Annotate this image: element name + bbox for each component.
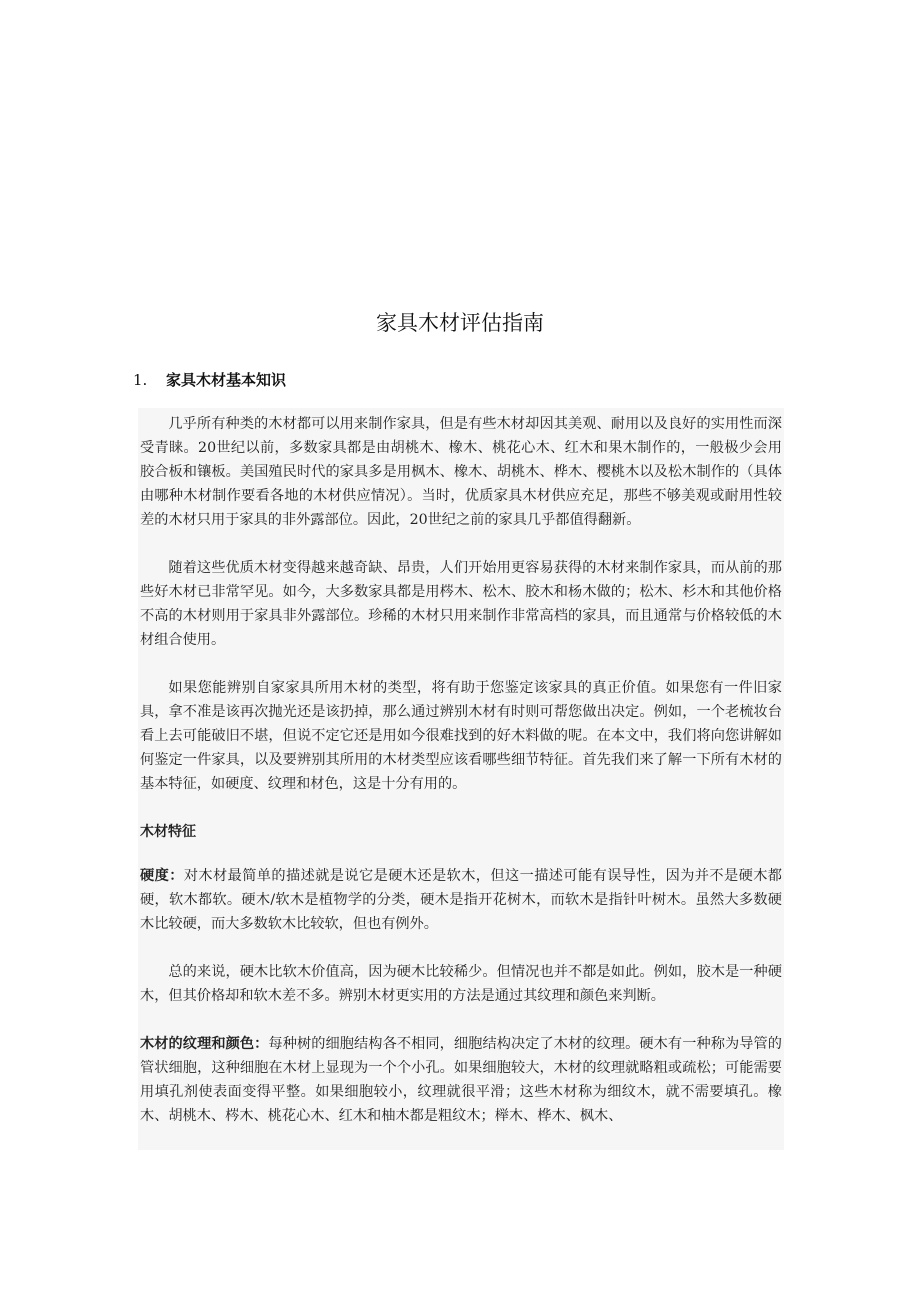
hardness-text: 对木材最简单的描述就是说它是硬木还是软木，但这一描述可能有误导性，因为并不是硬木都硬，软木都软。硬木/软木是植物学的分类，硬木是指开花树木，而软木是指针叶树木。虽然大多数硬木比较硬，而大多数软木比较软，但也有例外。 <box>140 868 782 932</box>
grain-text: 每种树的细胞结构各不相同，细胞结构决定了木材的纹理。硬木有一种称为导管的管状细胞，这种细胞在木材上显现为一个个小孔。如果细胞较大，木材的纹理就略粗或疏松；可能需要用填孔剂使表面变得平整。如果细胞较小，纹理就很平滑；这些木材称为细纹木，就不需要填孔。橡木、胡桃木、梣木、桃花心木、红木和柚木都是粗纹木；榉木、桦木、枫木、 <box>140 1036 782 1124</box>
article-body <box>138 408 784 1150</box>
paragraph-summary: 总的来说，硬木比软木价值高，因为硬木比较稀少。但情况也并不都是如此。例如，胶木是一种硬木，但其价格却和软木差不多。辨别木材更实用的方法是通过其纹理和颜色来判断。 <box>140 964 782 1004</box>
section-heading <box>133 369 286 391</box>
page-title: 家具木材评估指南 <box>376 311 544 335</box>
hardness-label: 硬度： <box>140 868 184 884</box>
paragraph-grain-color <box>140 1032 782 1128</box>
subheading-wood-features: 木材特征 <box>140 824 196 840</box>
paragraph-intro: 几乎所有种类的木材都可以用来制作家具，但是有些木材却因其美观、耐用以及良好的实用性而深受青睐。20世纪以前，多数家具都是由胡桃木、橡木、桃花心木、红木和果木制作的，一般极少会用胶合板和镶板。美国殖民时代的家具多是用枫木、橡木、胡桃木、桦木、樱桃木以及松木制作的（具体由哪种木材制作要看各地的木材供应情况）。当时，优质家具木材供应充足，那些不够美观或耐用性较差的木材只用于家具的非外露部位。因此，20世纪之前的家具几乎都值得翻新。 <box>140 416 782 528</box>
section-heading-text: 家具木材基本知识 <box>166 371 287 389</box>
paragraph-identify-value: 如果您能辨别自家家具所用木材的类型，将有助于您鉴定该家具的真正价值。如果您有一件旧家具，拿不准是该再次抛光还是该扔掉，那么通过辨别木材有时则可帮您做出决定。例如，一个老梳妆台看上去可能破旧不堪，但说不定它还是用如今很难找到的好木料做的呢。在本文中，我们将向您讲解如何鉴定一件家具，以及要辨别其所用的木材类型应该看哪些细节特征。首先我们来了解一下所有木材的基本特征，如硬度、纹理和材色，这是十分有用的。 <box>140 680 782 792</box>
grain-label: 木材的纹理和颜色： <box>140 1036 269 1052</box>
paragraph-modern-woods: 随着这些优质木材变得越来越奇缺、昂贵，人们开始用更容易获得的木材来制作家具，而从前的那些好木材已非常罕见。如今，大多数家具都是用梣木、松木、胶木和杨木做的；松木、杉木和其他价格不高的木材则用于家具非外露部位。珍稀的木材只用来制作非常高档的家具，而且通常与价格较低的木材组合使用。 <box>140 560 782 648</box>
paragraph-hardness <box>140 864 782 936</box>
section-number: 1. <box>133 371 148 389</box>
